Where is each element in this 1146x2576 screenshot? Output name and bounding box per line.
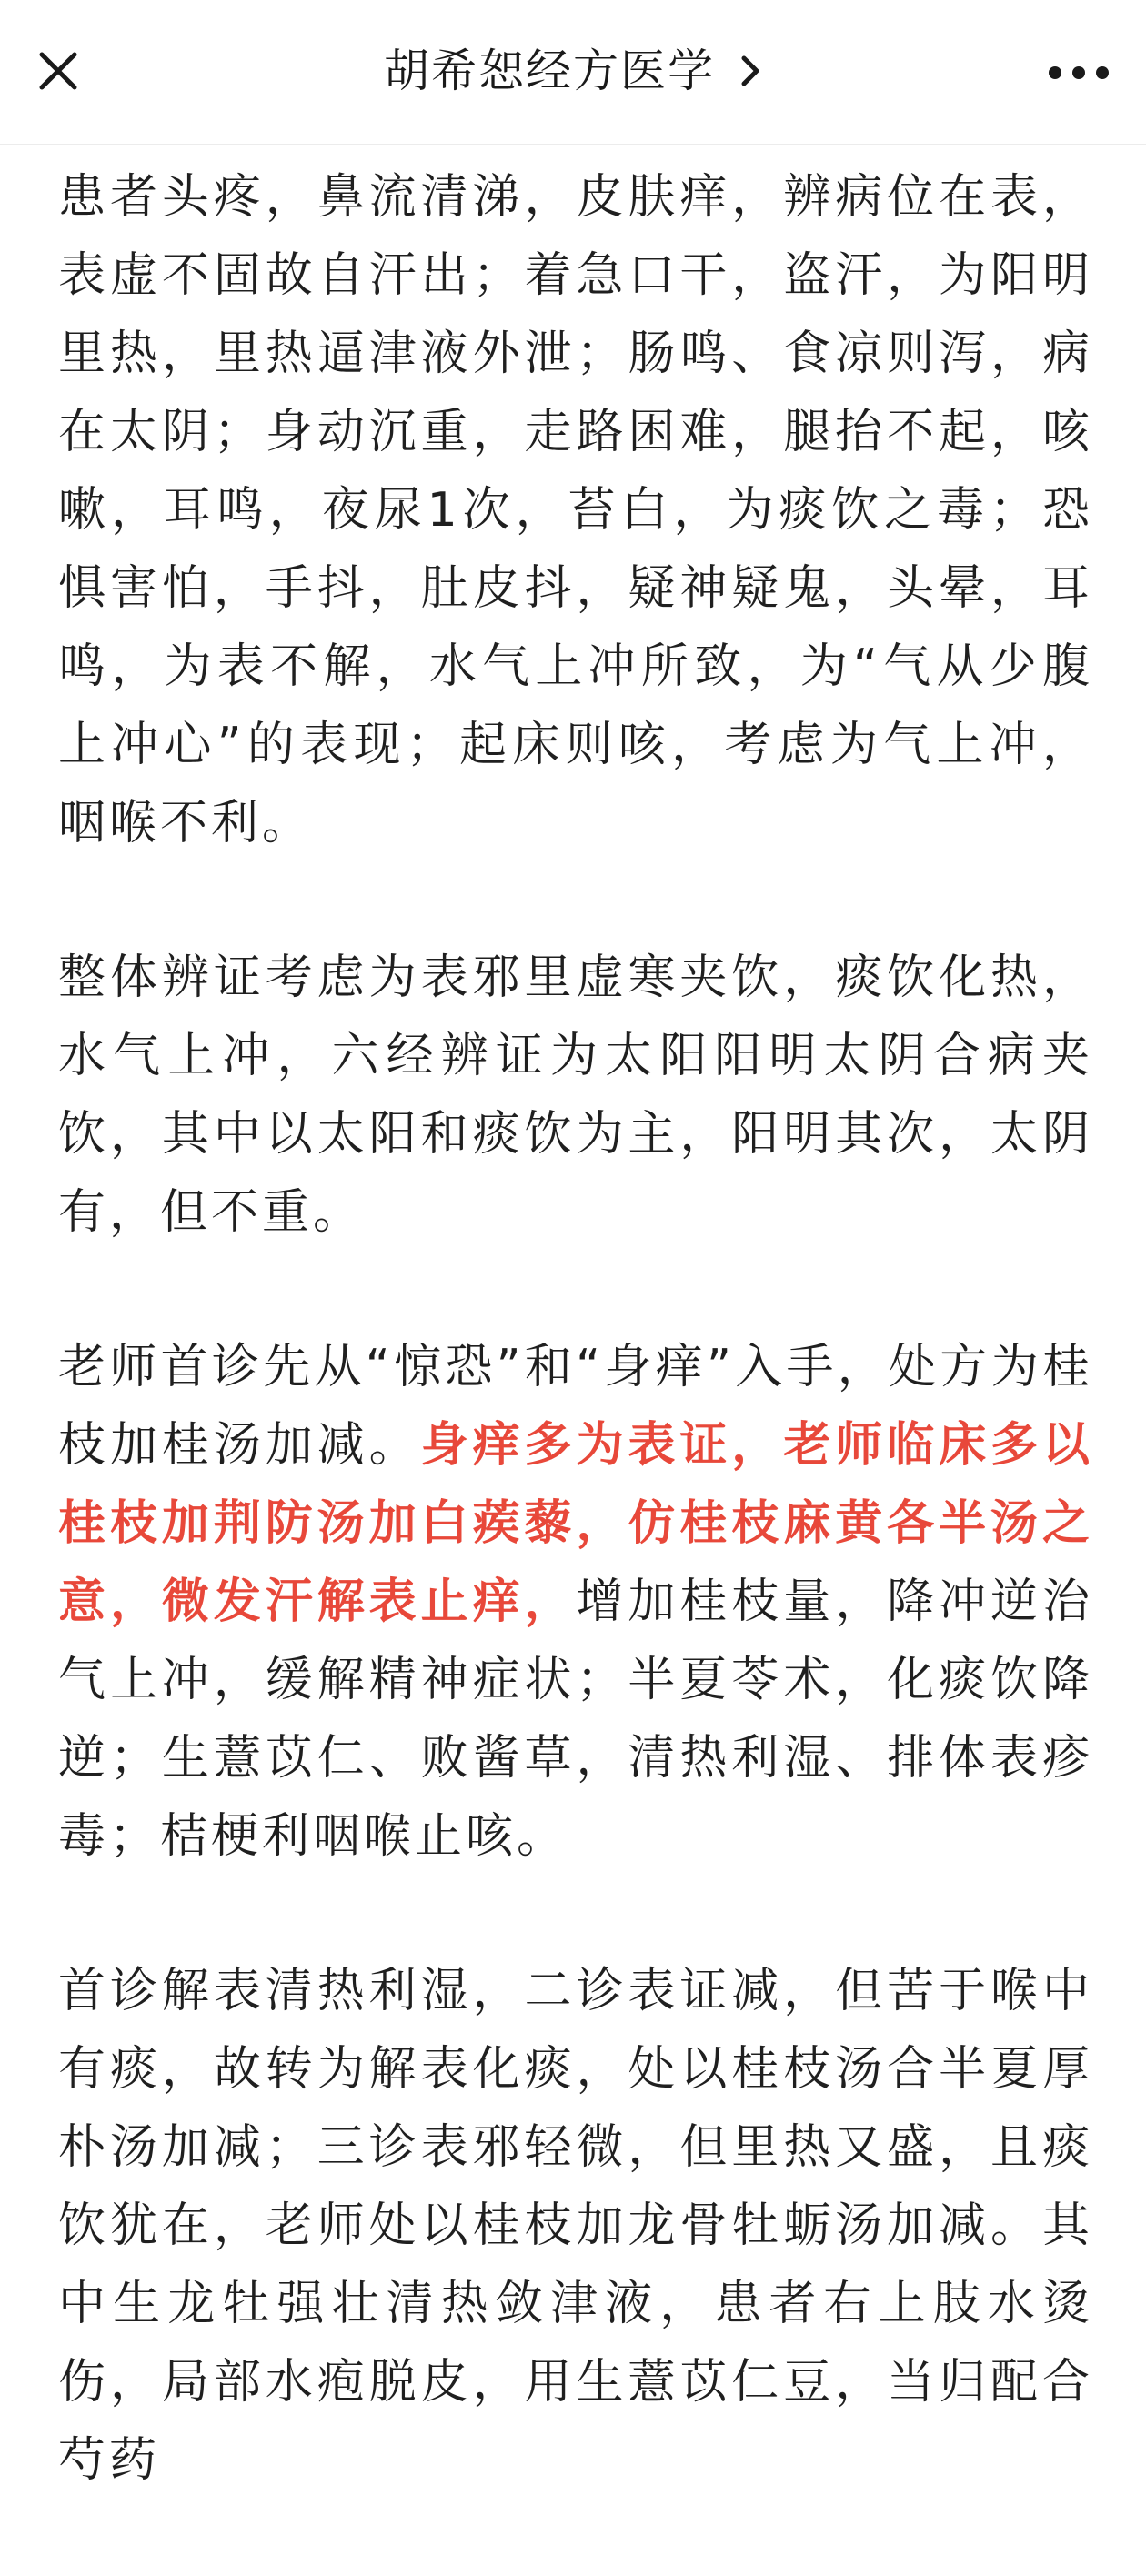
paragraph-3-intro: 老师首诊先从“惊恐”和“身痒”入手，处方为桂枝加桂汤加减。 [58, 1340, 1093, 1473]
account-title: 胡希恕经方医学 [384, 45, 716, 97]
weibo-watermark [1090, 2314, 1130, 2354]
chevron-right-icon [739, 53, 762, 89]
more-options-button[interactable] [1037, 44, 1121, 102]
article-paragraph-4: 首诊解表清热利湿，二诊表证减，但苦于喉中有痰，故转为解表化痰，处以桂枝汤合半夏厚朴汤加减；三诊表邪轻微，但里热又盛，且痰饮犹在，老师处以桂枝加龙骨牡蛎汤加减。其中生龙牡强壮清热敛津液，患者右上肢水烫伤，局部水疱脱皮，用生薏苡仁豆，当归配合芍药 [58, 1964, 1093, 2488]
weibo-logo-icon [1090, 2314, 1130, 2354]
article-paragraph-1: 患者头疼，鼻流清涕，皮肤痒，辨病位在表，表虚不固故自汗出；着急口干，盗汗，为阳明里热，里热逼津液外泄；肠鸣、食凉则泻，病在太阴；身动沉重，走路困难，腿抬不起，咳嗽，耳鸣，夜尿1次，苔白，为痰饮之毒；恐惧害怕，手抖，肚皮抖，疑神疑鬼，头晕，耳鸣，为表不解，水气上冲所致，为“气从少腹上冲心”的表现；起床则咳，考虑为气上冲，咽喉不利。 [58, 170, 1093, 850]
article-paragraph-3 [58, 1328, 1093, 1876]
highlighted-text: 身痒多为表证，老师临床多以桂枝加荆防汤加白蒺藜，仿桂枝麻黄各半汤之意，微发汗解表止痒， [58, 1418, 1093, 1629]
close-icon [25, 38, 91, 104]
article-paragraph-2: 整体辨证考虑为表邪里虚寒夹饮，痰饮化热，水气上冲，六经辨证为太阳阳明太阴合病夹饮，其中以太阳和痰饮为主，阳明其次，太阴有，但不重。 [58, 951, 1093, 1240]
close-button[interactable] [25, 38, 91, 104]
account-title-link[interactable] [384, 35, 762, 107]
article-body [58, 158, 1093, 2576]
more-horizontal-icon [1037, 44, 1121, 102]
paragraph-3-rest: 增加桂枝量，降冲逆治气上冲，缓解精神症状；半夏苓术，化痰饮降逆；生薏苡仁、败酱草，清热利湿、排体表疹毒；桔梗利咽喉止咳。 [58, 1575, 1093, 1864]
top-navigation-bar [0, 0, 1146, 145]
